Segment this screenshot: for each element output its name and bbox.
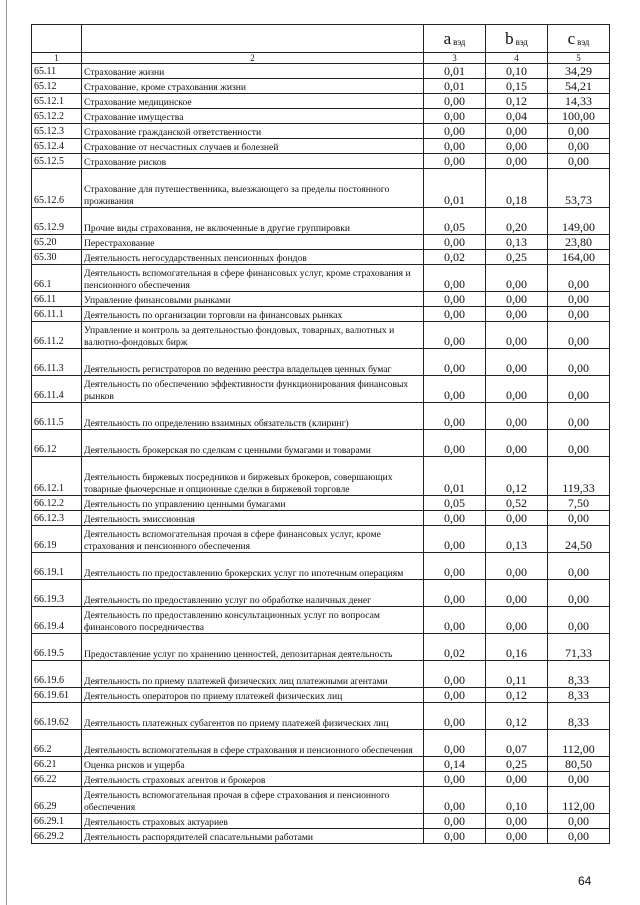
row-name: Деятельность эмиссионная bbox=[82, 511, 424, 526]
row-code: 66.1 bbox=[32, 265, 82, 292]
row-value-c: 119,33 bbox=[548, 457, 610, 496]
row-name: Оценка рисков и ущерба bbox=[82, 757, 424, 772]
row-name: Деятельность операторов по приему платежей физических лиц bbox=[82, 688, 424, 703]
row-code: 66.19.3 bbox=[32, 580, 82, 607]
row-code: 66.29 bbox=[32, 787, 82, 814]
row-value-a: 0,00 bbox=[424, 154, 486, 169]
row-code: 66.19.4 bbox=[32, 607, 82, 634]
row-value-b: 0,25 bbox=[486, 757, 548, 772]
row-name: Деятельность распорядителей спасательными работами bbox=[82, 829, 424, 844]
row-value-c: 0,00 bbox=[548, 772, 610, 787]
table-row bbox=[32, 772, 610, 787]
row-value-b: 0,18 bbox=[486, 169, 548, 208]
row-value-b: 0,00 bbox=[486, 292, 548, 307]
row-value-b: 0,25 bbox=[486, 250, 548, 265]
row-value-c: 0,00 bbox=[548, 814, 610, 829]
row-value-b: 0,12 bbox=[486, 703, 548, 730]
column-number: 1 bbox=[32, 53, 82, 64]
header-name bbox=[82, 25, 424, 53]
row-value-a: 0,00 bbox=[424, 661, 486, 688]
table-row bbox=[32, 307, 610, 322]
row-code: 66.11.4 bbox=[32, 376, 82, 403]
header-a: a $_{вэд}$ bbox=[424, 25, 486, 53]
table-row bbox=[32, 580, 610, 607]
row-value-c: 0,00 bbox=[548, 580, 610, 607]
row-value-c: 0,00 bbox=[548, 430, 610, 457]
row-code: 65.12.2 bbox=[32, 109, 82, 124]
header-row bbox=[32, 25, 610, 53]
table-row bbox=[32, 787, 610, 814]
row-value-b: 0,00 bbox=[486, 322, 548, 349]
row-value-a: 0,14 bbox=[424, 757, 486, 772]
row-value-c: 53,73 bbox=[548, 169, 610, 208]
row-value-a: 0,00 bbox=[424, 322, 486, 349]
row-code: 66.19.61 bbox=[32, 688, 82, 703]
row-name: Страхование жизни bbox=[82, 64, 424, 79]
row-value-a: 0,00 bbox=[424, 703, 486, 730]
row-value-a: 0,00 bbox=[424, 235, 486, 250]
row-value-b: 0,00 bbox=[486, 307, 548, 322]
row-code: 66.11.1 bbox=[32, 307, 82, 322]
row-value-c: 0,00 bbox=[548, 511, 610, 526]
table-row bbox=[32, 496, 610, 511]
row-value-c: 0,00 bbox=[548, 124, 610, 139]
row-value-b: 0,00 bbox=[486, 607, 548, 634]
table-row bbox=[32, 139, 610, 154]
table-row bbox=[32, 64, 610, 79]
row-value-b: 0,00 bbox=[486, 349, 548, 376]
row-value-c: 0,00 bbox=[548, 553, 610, 580]
row-value-c: 0,00 bbox=[548, 292, 610, 307]
row-value-a: 0,00 bbox=[424, 511, 486, 526]
header-code bbox=[32, 25, 82, 53]
table-row bbox=[32, 607, 610, 634]
page-edge bbox=[6, 0, 7, 905]
table-row bbox=[32, 109, 610, 124]
row-code: 65.12.4 bbox=[32, 139, 82, 154]
row-value-b: 0,00 bbox=[486, 580, 548, 607]
row-value-b: 0,00 bbox=[486, 265, 548, 292]
row-code: 65.12 bbox=[32, 79, 82, 94]
row-code: 66.19.1 bbox=[32, 553, 82, 580]
column-number-row bbox=[32, 53, 610, 64]
row-value-c: 0,00 bbox=[548, 349, 610, 376]
row-code: 66.12 bbox=[32, 430, 82, 457]
row-code: 66.19 bbox=[32, 526, 82, 553]
row-value-b: 0,16 bbox=[486, 634, 548, 661]
table-row bbox=[32, 688, 610, 703]
row-value-a: 0,00 bbox=[424, 526, 486, 553]
row-value-b: 0,11 bbox=[486, 661, 548, 688]
row-value-a: 0,00 bbox=[424, 403, 486, 430]
row-name: Деятельность по определению взаимных обязательств (клиринг) bbox=[82, 403, 424, 430]
row-value-c: 7,50 bbox=[548, 496, 610, 511]
row-code: 66.12.1 bbox=[32, 457, 82, 496]
row-value-c: 0,00 bbox=[548, 307, 610, 322]
row-code: 66.21 bbox=[32, 757, 82, 772]
table-row bbox=[32, 403, 610, 430]
row-value-c: 0,00 bbox=[548, 607, 610, 634]
row-value-b: 0,00 bbox=[486, 124, 548, 139]
row-value-b: 0,04 bbox=[486, 109, 548, 124]
table-row bbox=[32, 124, 610, 139]
row-name: Деятельность вспомогательная в сфере финансовых услуг, кроме страхования и пенсионного обеспечения bbox=[82, 265, 424, 292]
row-value-a: 0,00 bbox=[424, 349, 486, 376]
row-value-a: 0,00 bbox=[424, 265, 486, 292]
row-value-b: 0,00 bbox=[486, 814, 548, 829]
row-name: Страхование для путешественника, выезжающего за пределы постоянного проживания bbox=[82, 169, 424, 208]
row-code: 66.22 bbox=[32, 772, 82, 787]
row-value-b: 0,13 bbox=[486, 526, 548, 553]
row-code: 65.30 bbox=[32, 250, 82, 265]
row-value-c: 24,50 bbox=[548, 526, 610, 553]
row-value-c: 14,33 bbox=[548, 94, 610, 109]
column-number: 2 bbox=[82, 53, 424, 64]
row-code: 66.11.5 bbox=[32, 403, 82, 430]
row-value-c: 54,21 bbox=[548, 79, 610, 94]
row-name: Страхование, кроме страхования жизни bbox=[82, 79, 424, 94]
row-value-b: 0,52 bbox=[486, 496, 548, 511]
row-value-b: 0,07 bbox=[486, 730, 548, 757]
table-row bbox=[32, 730, 610, 757]
row-value-b: 0,00 bbox=[486, 772, 548, 787]
row-value-c: 0,00 bbox=[548, 265, 610, 292]
row-value-b: 0,13 bbox=[486, 235, 548, 250]
row-name: Деятельность по управлению ценными бумагами bbox=[82, 496, 424, 511]
row-code: 66.29.1 bbox=[32, 814, 82, 829]
row-code: 65.12.1 bbox=[32, 94, 82, 109]
row-value-a: 0,01 bbox=[424, 79, 486, 94]
row-value-a: 0,01 bbox=[424, 64, 486, 79]
row-name: Страхование гражданской ответственности bbox=[82, 124, 424, 139]
table-row bbox=[32, 376, 610, 403]
row-value-b: 0,00 bbox=[486, 376, 548, 403]
row-value-c: 23,80 bbox=[548, 235, 610, 250]
row-code: 66.11 bbox=[32, 292, 82, 307]
row-value-b: 0,12 bbox=[486, 457, 548, 496]
row-value-a: 0,01 bbox=[424, 169, 486, 208]
table-row bbox=[32, 457, 610, 496]
column-number: 4 bbox=[486, 53, 548, 64]
row-value-a: 0,00 bbox=[424, 814, 486, 829]
row-value-b: 0,00 bbox=[486, 829, 548, 844]
row-code: 66.19.62 bbox=[32, 703, 82, 730]
row-name: Управление и контроль за деятельностью фондовых, товарных, валютных и валютно-фондовых бирж bbox=[82, 322, 424, 349]
row-name: Деятельность регистраторов по ведению реестра владельцев ценных бумаг bbox=[82, 349, 424, 376]
row-value-a: 0,05 bbox=[424, 496, 486, 511]
row-value-c: 164,00 bbox=[548, 250, 610, 265]
row-value-c: 100,00 bbox=[548, 109, 610, 124]
row-name: Деятельность по приему платежей физических лиц платежными агентами bbox=[82, 661, 424, 688]
row-value-c: 8,33 bbox=[548, 688, 610, 703]
row-value-c: 0,00 bbox=[548, 139, 610, 154]
table-row bbox=[32, 703, 610, 730]
row-name: Предоставление услуг по хранению ценностей, депозитарная деятельность bbox=[82, 634, 424, 661]
row-name: Страхование от несчастных случаев и болезней bbox=[82, 139, 424, 154]
row-value-b: 0,00 bbox=[486, 139, 548, 154]
row-value-a: 0,00 bbox=[424, 829, 486, 844]
row-value-a: 0,00 bbox=[424, 139, 486, 154]
row-value-a: 0,00 bbox=[424, 553, 486, 580]
column-number: 5 bbox=[548, 53, 610, 64]
table-row bbox=[32, 829, 610, 844]
row-code: 66.11.2 bbox=[32, 322, 82, 349]
row-value-b: 0,10 bbox=[486, 64, 548, 79]
row-value-c: 8,33 bbox=[548, 661, 610, 688]
row-value-a: 0,00 bbox=[424, 688, 486, 703]
row-name: Деятельность биржевых посредников и биржевых брокеров, совершающих товарные фьючерсные и опционные сделки в биржевой торговле bbox=[82, 457, 424, 496]
row-value-a: 0,05 bbox=[424, 208, 486, 235]
row-name: Деятельность страховых агентов и брокеров bbox=[82, 772, 424, 787]
row-code: 65.20 bbox=[32, 235, 82, 250]
row-value-a: 0,00 bbox=[424, 772, 486, 787]
row-name: Прочие виды страхования, не включенные в другие группировки bbox=[82, 208, 424, 235]
header-b: b $_{вэд}$ bbox=[486, 25, 548, 53]
row-value-a: 0,00 bbox=[424, 430, 486, 457]
row-code: 66.19.6 bbox=[32, 661, 82, 688]
row-name: Деятельность по организации торговли на финансовых рынках bbox=[82, 307, 424, 322]
row-name: Страхование рисков bbox=[82, 154, 424, 169]
row-name: Деятельность страховых актуариев bbox=[82, 814, 424, 829]
table-row bbox=[32, 322, 610, 349]
row-value-b: 0,12 bbox=[486, 688, 548, 703]
table-row bbox=[32, 235, 610, 250]
table-row bbox=[32, 169, 610, 208]
row-code: 66.2 bbox=[32, 730, 82, 757]
row-value-a: 0,00 bbox=[424, 307, 486, 322]
row-name: Деятельность вспомогательная прочая в сфере страхования и пенсионного обеспечения bbox=[82, 787, 424, 814]
row-value-c: 0,00 bbox=[548, 154, 610, 169]
row-value-a: 0,01 bbox=[424, 457, 486, 496]
table-row bbox=[32, 265, 610, 292]
row-value-a: 0,00 bbox=[424, 292, 486, 307]
row-name: Управление финансовыми рынками bbox=[82, 292, 424, 307]
row-value-a: 0,02 bbox=[424, 634, 486, 661]
row-name: Деятельность негосударственных пенсионных фондов bbox=[82, 250, 424, 265]
row-value-c: 0,00 bbox=[548, 376, 610, 403]
row-value-b: 0,00 bbox=[486, 553, 548, 580]
row-code: 66.12.3 bbox=[32, 511, 82, 526]
row-value-c: 71,33 bbox=[548, 634, 610, 661]
row-name: Деятельность вспомогательная в сфере страхования и пенсионного обеспечения bbox=[82, 730, 424, 757]
row-value-a: 0,02 bbox=[424, 250, 486, 265]
column-number: 3 bbox=[424, 53, 486, 64]
header-c: c $_{вэд}$ bbox=[548, 25, 610, 53]
row-value-b: 0,00 bbox=[486, 511, 548, 526]
row-value-c: 80,50 bbox=[548, 757, 610, 772]
table-row bbox=[32, 526, 610, 553]
row-value-b: 0,20 bbox=[486, 208, 548, 235]
table-row bbox=[32, 79, 610, 94]
row-value-b: 0,00 bbox=[486, 403, 548, 430]
row-code: 65.12.5 bbox=[32, 154, 82, 169]
row-code: 66.19.5 bbox=[32, 634, 82, 661]
row-name: Деятельность платежных субагентов по приему платежей физических лиц bbox=[82, 703, 424, 730]
row-value-a: 0,00 bbox=[424, 580, 486, 607]
row-name: Деятельность по обеспечению эффективности функционирования финансовых рынков bbox=[82, 376, 424, 403]
row-value-c: 112,00 bbox=[548, 730, 610, 757]
row-value-a: 0,00 bbox=[424, 124, 486, 139]
table-row bbox=[32, 661, 610, 688]
row-code: 65.12.3 bbox=[32, 124, 82, 139]
row-value-c: 0,00 bbox=[548, 322, 610, 349]
table-row bbox=[32, 349, 610, 376]
table-row bbox=[32, 154, 610, 169]
row-value-c: 0,00 bbox=[548, 829, 610, 844]
row-value-b: 0,00 bbox=[486, 430, 548, 457]
row-code: 66.11.3 bbox=[32, 349, 82, 376]
row-name: Деятельность по предоставлению консультационных услуг по вопросам финансового посредничества bbox=[82, 607, 424, 634]
row-value-c: 149,00 bbox=[548, 208, 610, 235]
table-row bbox=[32, 208, 610, 235]
table-row bbox=[32, 292, 610, 307]
table-row bbox=[32, 250, 610, 265]
row-value-b: 0,00 bbox=[486, 154, 548, 169]
row-code: 65.12.9 bbox=[32, 208, 82, 235]
row-value-c: 34,29 bbox=[548, 64, 610, 79]
table-row bbox=[32, 430, 610, 457]
row-name: Деятельность вспомогательная прочая в сфере финансовых услуг, кроме страхования и пенсионного обеспечения bbox=[82, 526, 424, 553]
row-name: Страхование медицинское bbox=[82, 94, 424, 109]
table-body bbox=[32, 64, 610, 844]
row-value-a: 0,00 bbox=[424, 94, 486, 109]
row-value-c: 112,00 bbox=[548, 787, 610, 814]
row-code: 66.12.2 bbox=[32, 496, 82, 511]
table-row bbox=[32, 511, 610, 526]
row-value-a: 0,00 bbox=[424, 607, 486, 634]
row-value-a: 0,00 bbox=[424, 730, 486, 757]
row-name: Страхование имущества bbox=[82, 109, 424, 124]
table-row bbox=[32, 94, 610, 109]
row-value-b: 0,12 bbox=[486, 94, 548, 109]
row-code: 66.29.2 bbox=[32, 829, 82, 844]
row-value-a: 0,00 bbox=[424, 376, 486, 403]
row-code: 65.12.6 bbox=[32, 169, 82, 208]
table-row bbox=[32, 757, 610, 772]
row-code: 65.11 bbox=[32, 64, 82, 79]
row-name: Перестрахование bbox=[82, 235, 424, 250]
row-value-c: 8,33 bbox=[548, 703, 610, 730]
row-value-b: 0,15 bbox=[486, 79, 548, 94]
page-number: 64 bbox=[578, 874, 592, 888]
coefficients-table bbox=[31, 24, 610, 844]
row-value-a: 0,00 bbox=[424, 787, 486, 814]
row-value-c: 0,00 bbox=[548, 403, 610, 430]
row-name: Деятельность брокерская по сделкам с ценными бумагами и товарами bbox=[82, 430, 424, 457]
row-name: Деятельность по предоставлению брокерских услуг по ипотечным операциям bbox=[82, 553, 424, 580]
table-row bbox=[32, 814, 610, 829]
row-value-a: 0,00 bbox=[424, 109, 486, 124]
table-row bbox=[32, 553, 610, 580]
row-name: Деятельность по предоставлению услуг по обработке наличных денег bbox=[82, 580, 424, 607]
table-row bbox=[32, 634, 610, 661]
row-value-b: 0,10 bbox=[486, 787, 548, 814]
